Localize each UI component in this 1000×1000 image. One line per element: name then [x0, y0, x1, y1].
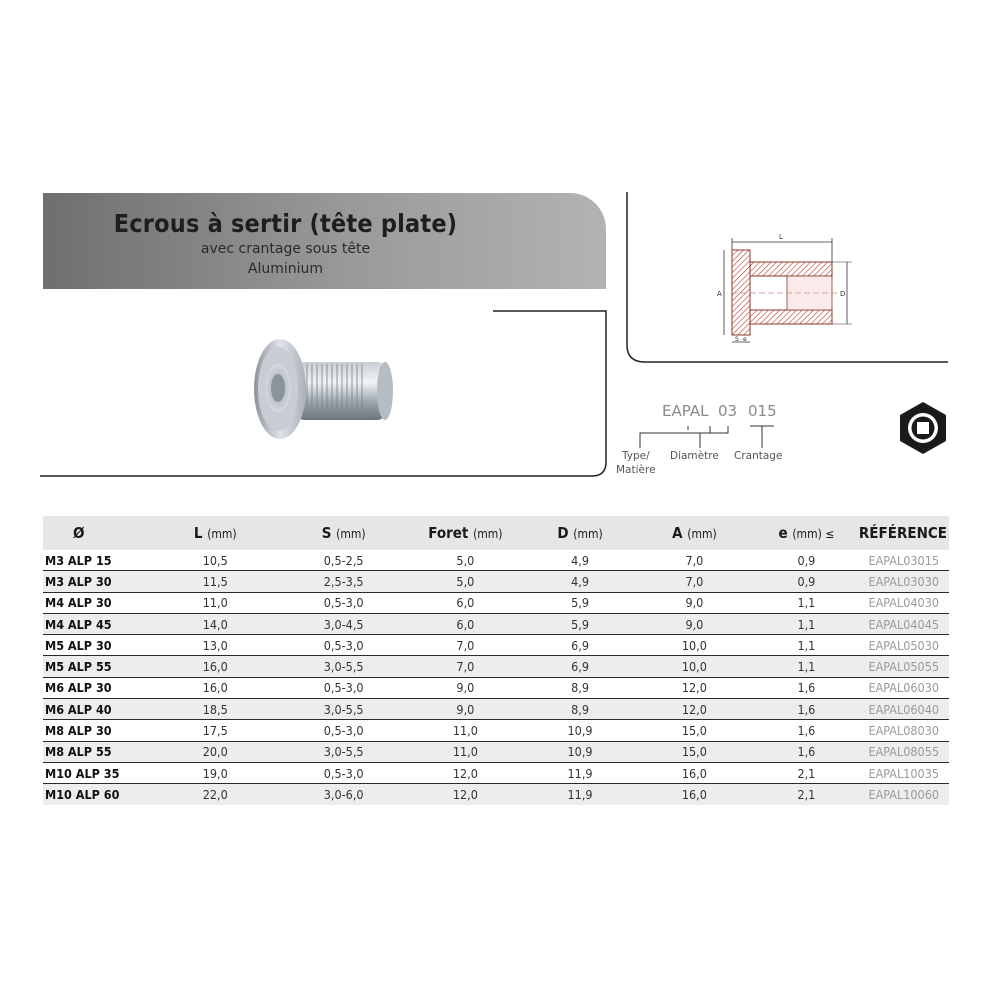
row-designation: M8 ALP 30 — [43, 720, 149, 741]
row-value: 0,9 — [754, 571, 859, 592]
row-value: 11,0 — [149, 592, 282, 613]
hexagon-square-icon — [897, 400, 949, 456]
table-row — [43, 720, 949, 741]
row-value: 8,9 — [525, 699, 635, 720]
row-value: 6,0 — [406, 592, 526, 613]
table-row — [43, 592, 949, 613]
reference-code-legend — [600, 398, 830, 488]
row-value: 6,9 — [525, 635, 635, 656]
material-label: Aluminium — [247, 261, 324, 277]
row-value: 0,5-3,0 — [282, 592, 406, 613]
row-reference: EAPAL10060 — [859, 784, 949, 805]
row-value: 1,6 — [754, 699, 859, 720]
row-value: 9,0 — [635, 592, 754, 613]
row-reference: EAPAL08055 — [859, 741, 949, 762]
col-d: D (mm) — [525, 516, 635, 550]
row-value: 12,0 — [406, 762, 526, 783]
row-value: 9,0 — [406, 699, 526, 720]
row-value: 16,0 — [635, 762, 754, 783]
row-value: 10,9 — [525, 720, 635, 741]
dim-l-label: L — [779, 233, 783, 241]
row-value: 19,0 — [149, 762, 282, 783]
code-crantage: 015 — [748, 402, 777, 420]
row-value: 0,5-2,5 — [282, 550, 406, 571]
row-designation: M6 ALP 40 — [43, 699, 149, 720]
page-title: Ecrous à sertir (tête plate) — [113, 209, 458, 238]
row-value: 11,9 — [525, 784, 635, 805]
row-value: 7,0 — [635, 571, 754, 592]
col-a: A (mm) — [635, 516, 754, 550]
table-row — [43, 699, 949, 720]
row-value: 1,6 — [754, 677, 859, 698]
row-value: 15,0 — [635, 720, 754, 741]
row-value: 16,0 — [635, 784, 754, 805]
row-value: 22,0 — [149, 784, 282, 805]
table-row — [43, 635, 949, 656]
row-value: 7,0 — [406, 656, 526, 677]
row-value: 1,1 — [754, 656, 859, 677]
code-type: EAPAL — [662, 402, 709, 420]
row-value: 1,1 — [754, 613, 859, 634]
dim-e-label: e — [743, 336, 747, 343]
row-value: 1,1 — [754, 635, 859, 656]
row-value: 0,5-3,0 — [282, 762, 406, 783]
dim-a-label: A — [717, 290, 722, 298]
code-label-crantage: Crantage — [734, 450, 783, 462]
row-designation: M10 ALP 35 — [43, 762, 149, 783]
specifications-table — [43, 516, 949, 805]
row-value: 16,0 — [149, 677, 282, 698]
code-label-diametre: Diamètre — [670, 450, 719, 462]
row-value: 3,0-5,5 — [282, 699, 406, 720]
row-reference: EAPAL05030 — [859, 635, 949, 656]
code-label-type: Type/ — [622, 450, 650, 462]
row-value: 4,9 — [525, 571, 635, 592]
row-value: 10,9 — [525, 741, 635, 762]
row-designation: M3 ALP 15 — [43, 550, 149, 571]
row-value: 1,1 — [754, 592, 859, 613]
row-value: 16,0 — [149, 656, 282, 677]
row-value: 20,0 — [149, 741, 282, 762]
row-reference: EAPAL06040 — [859, 699, 949, 720]
row-value: 3,0-5,5 — [282, 741, 406, 762]
row-designation: M6 ALP 30 — [43, 677, 149, 698]
code-diameter: 03 — [718, 402, 738, 420]
row-value: 13,0 — [149, 635, 282, 656]
table-row — [43, 784, 949, 805]
row-value: 9,0 — [635, 613, 754, 634]
row-value: 1,6 — [754, 720, 859, 741]
row-designation: M4 ALP 30 — [43, 592, 149, 613]
row-designation: M8 ALP 55 — [43, 741, 149, 762]
row-value: 11,0 — [406, 720, 526, 741]
dim-d-label: D — [840, 290, 846, 298]
row-value: 5,9 — [525, 613, 635, 634]
row-value: 3,0-6,0 — [282, 784, 406, 805]
row-value: 6,0 — [406, 613, 526, 634]
row-value: 4,9 — [525, 550, 635, 571]
row-value: 5,0 — [406, 550, 526, 571]
row-value: 11,5 — [149, 571, 282, 592]
row-value: 14,0 — [149, 613, 282, 634]
dim-s-label: S — [735, 336, 739, 343]
row-designation: M5 ALP 30 — [43, 635, 149, 656]
col-diameter: Ø — [43, 516, 149, 550]
row-value: 2,1 — [754, 784, 859, 805]
row-reference: EAPAL10035 — [859, 762, 949, 783]
row-designation: M10 ALP 60 — [43, 784, 149, 805]
table-row — [43, 677, 949, 698]
row-reference: EAPAL06030 — [859, 677, 949, 698]
row-value: 12,0 — [635, 699, 754, 720]
row-value: 3,0-5,5 — [282, 656, 406, 677]
row-reference: EAPAL04030 — [859, 592, 949, 613]
row-value: 6,9 — [525, 656, 635, 677]
row-designation: M3 ALP 30 — [43, 571, 149, 592]
row-value: 10,5 — [149, 550, 282, 571]
col-e: e (mm) ≤ — [754, 516, 859, 550]
row-value: 0,5-3,0 — [282, 677, 406, 698]
col-length: L (mm) — [149, 516, 282, 550]
row-value: 10,0 — [635, 656, 754, 677]
code-label-matiere: Matière — [616, 464, 656, 476]
row-value: 5,0 — [406, 571, 526, 592]
table-row — [43, 656, 949, 677]
row-reference: EAPAL03030 — [859, 571, 949, 592]
table-row — [43, 741, 949, 762]
table-row — [43, 571, 949, 592]
row-designation: M4 ALP 45 — [43, 613, 149, 634]
table-header-row — [43, 516, 949, 550]
row-value: 0,9 — [754, 550, 859, 571]
col-grip-range: S (mm) — [282, 516, 406, 550]
row-value: 5,9 — [525, 592, 635, 613]
row-reference: EAPAL04045 — [859, 613, 949, 634]
row-value: 10,0 — [635, 635, 754, 656]
row-reference: EAPAL05055 — [859, 656, 949, 677]
row-value: 11,0 — [406, 741, 526, 762]
row-value: 7,0 — [635, 550, 754, 571]
row-value: 8,9 — [525, 677, 635, 698]
row-value: 11,9 — [525, 762, 635, 783]
row-value: 2,1 — [754, 762, 859, 783]
row-reference: EAPAL03015 — [859, 550, 949, 571]
table-row — [43, 613, 949, 634]
row-value: 7,0 — [406, 635, 526, 656]
row-value: 9,0 — [406, 677, 526, 698]
rivet-nut-photo — [240, 330, 410, 450]
table-row — [43, 550, 949, 571]
row-reference: EAPAL08030 — [859, 720, 949, 741]
technical-drawing — [622, 190, 952, 365]
col-drill: Foret (mm) — [406, 516, 526, 550]
page-subtitle: avec crantage sous tête — [200, 241, 371, 257]
row-value: 18,5 — [149, 699, 282, 720]
row-designation: M5 ALP 55 — [43, 656, 149, 677]
row-value: 1,6 — [754, 741, 859, 762]
row-value: 3,0-4,5 — [282, 613, 406, 634]
row-value: 17,5 — [149, 720, 282, 741]
row-value: 12,0 — [635, 677, 754, 698]
row-value: 15,0 — [635, 741, 754, 762]
row-value: 2,5-3,5 — [282, 571, 406, 592]
row-value: 0,5-3,0 — [282, 720, 406, 741]
col-reference: RÉFÉRENCE — [859, 516, 949, 550]
row-value: 0,5-3,0 — [282, 635, 406, 656]
row-value: 12,0 — [406, 784, 526, 805]
table-row — [43, 762, 949, 783]
